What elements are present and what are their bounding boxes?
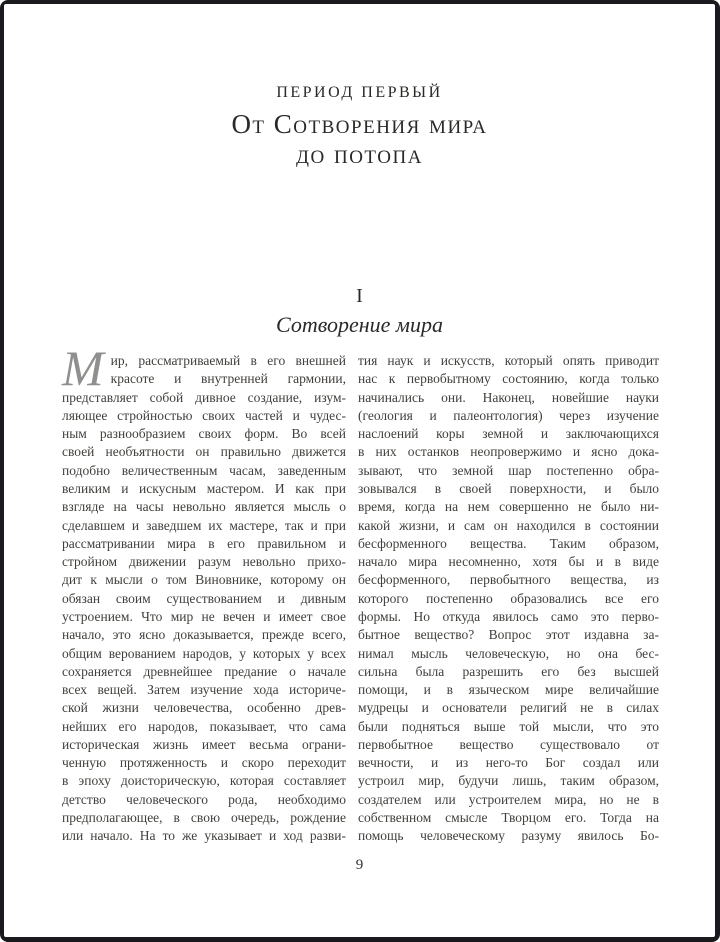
- text-line: общим верованием народов, у которых у всех: [62, 645, 346, 661]
- text-line: дит к мысли о том Виновнике, которому он: [62, 572, 346, 588]
- page-header: [4, 84, 715, 169]
- text-line: в них останков неопровержимо и ясно дока-: [358, 444, 659, 460]
- text-line: историческая жизнь имеет весьма ограни-: [62, 736, 346, 752]
- text-line: нимал мысль человеческую, но она бес-: [358, 645, 659, 661]
- text-line: вечности, и из него-то Бог создал или: [358, 755, 659, 771]
- text-line: взгляде на часы невольно является мысль о: [62, 499, 346, 515]
- text-line: первобытное вещество существовало от: [358, 736, 659, 752]
- text-line: своей необъятности он правильно движется: [62, 444, 346, 460]
- chapter-number: I: [356, 285, 363, 307]
- text-line: бытное вещество? Вопрос этот издавна за-: [358, 627, 659, 643]
- text-line: зовывался в своей поверхности, и было: [358, 480, 659, 496]
- text-line: предполагающее, в свою очередь, рождение: [62, 810, 346, 826]
- page-number: 9: [355, 857, 364, 873]
- right-column: [358, 352, 659, 846]
- text-line: сохраняется древнейшее предание о начале: [62, 663, 346, 679]
- text-line: нас к первобытному состоянию, когда только: [358, 371, 659, 387]
- text-line: бесформенного вещества. Таким образом,: [358, 535, 659, 551]
- text-line: ир, рассматриваемый в его внешней: [110, 353, 346, 368]
- left-column-lines: [62, 340, 346, 846]
- text-line: сделавшем и заведшем их мастере, так и при: [62, 517, 346, 533]
- text-line: какой жизни, и сам он находился в состоянии: [358, 517, 659, 533]
- text-line: начинались они. Наконец, новейшие науки: [358, 389, 659, 405]
- text-line: устроил мир, будучи лишь, таким образом,: [358, 773, 659, 789]
- dropcap-letter: М: [62, 340, 104, 396]
- chapter-title: Сотворение мира: [276, 312, 443, 337]
- text-line: помощь человеческому разуму явилось Бо-: [358, 828, 659, 844]
- text-line: тия наук и искусств, который опять приводит: [358, 353, 659, 368]
- book-title-line2: до потопа: [296, 139, 423, 169]
- text-line: сильна была разрешить его без высшей: [358, 663, 659, 679]
- left-column: [62, 340, 346, 846]
- text-line: всех вещей. Затем изучение хода историче-: [62, 682, 346, 698]
- chapter-heading: [4, 284, 715, 338]
- text-line: или начало. На то же указывает и ход разви-: [62, 828, 346, 844]
- text-line: ляющее стройностью своих частей и чудес-: [62, 407, 346, 423]
- book-title-line1: От Сотворения мира: [231, 109, 488, 139]
- right-column-lines: [358, 352, 659, 846]
- text-line: бесформенного, первобытного вещества, из: [358, 572, 659, 588]
- text-line: были подняться выше той мысли, что это: [358, 718, 659, 734]
- body-text: [62, 340, 659, 846]
- text-line: стройном движении разум невольно прихо-: [62, 554, 346, 570]
- text-line: помощи, и в языческом мире величайшие: [358, 682, 659, 698]
- text-line: нейших его народов, показывает, что сама: [62, 718, 346, 734]
- text-line: красоте и внутренней гармонии,: [110, 371, 346, 387]
- text-line: начало, это ясно доказывается, прежде всего,: [62, 627, 346, 643]
- text-line: ченную протяженность и скоро переходит: [62, 755, 346, 771]
- text-line: рассматривании мира в его правильном и: [62, 535, 346, 551]
- text-line: формы. Но откуда явилось само это перво-: [358, 608, 659, 624]
- text-line: создателем или устроителем мира, но не в: [358, 791, 659, 807]
- text-line: представляет собой дивное создание, изум-: [62, 389, 346, 405]
- text-line: начало мира несомненно, хотя бы и в виде: [358, 554, 659, 570]
- text-line: устроением. Что мир не вечен и имеет свое: [62, 608, 346, 624]
- text-line: ным разнообразием своих форм. Во всей: [62, 426, 346, 442]
- text-line: обязан своим существованием и дивным: [62, 590, 346, 606]
- text-line: великим и искусным мастером. И как при: [62, 480, 346, 496]
- book-title: [4, 109, 715, 169]
- text-line: подобно величественным часам, заведенным: [62, 462, 346, 478]
- text-line: мудрецы и основатели религий не в силах: [358, 700, 659, 716]
- text-line: время, когда на нем совершенно не было ни-: [358, 499, 659, 515]
- period-label: ПЕРИОД ПЕРВЫЙ: [276, 84, 443, 101]
- text-line: зывают, что земной шар постепенно обра-: [358, 462, 659, 478]
- text-line: которого постепенно образовались все его: [358, 590, 659, 606]
- text-line: наслоений коры земной и заключающихся: [358, 426, 659, 442]
- book-page: [4, 4, 715, 937]
- text-line: собственном смысле Творцом его. Тогда на: [358, 810, 659, 826]
- text-line: детство человеческого рода, необходимо: [62, 791, 346, 807]
- text-line: ской жизни человечества, особенно древ-: [62, 700, 346, 716]
- text-line: (геология и палеонтология) через изучение: [358, 407, 659, 423]
- text-line: в эпоху доисторическую, которая составляет: [62, 773, 346, 789]
